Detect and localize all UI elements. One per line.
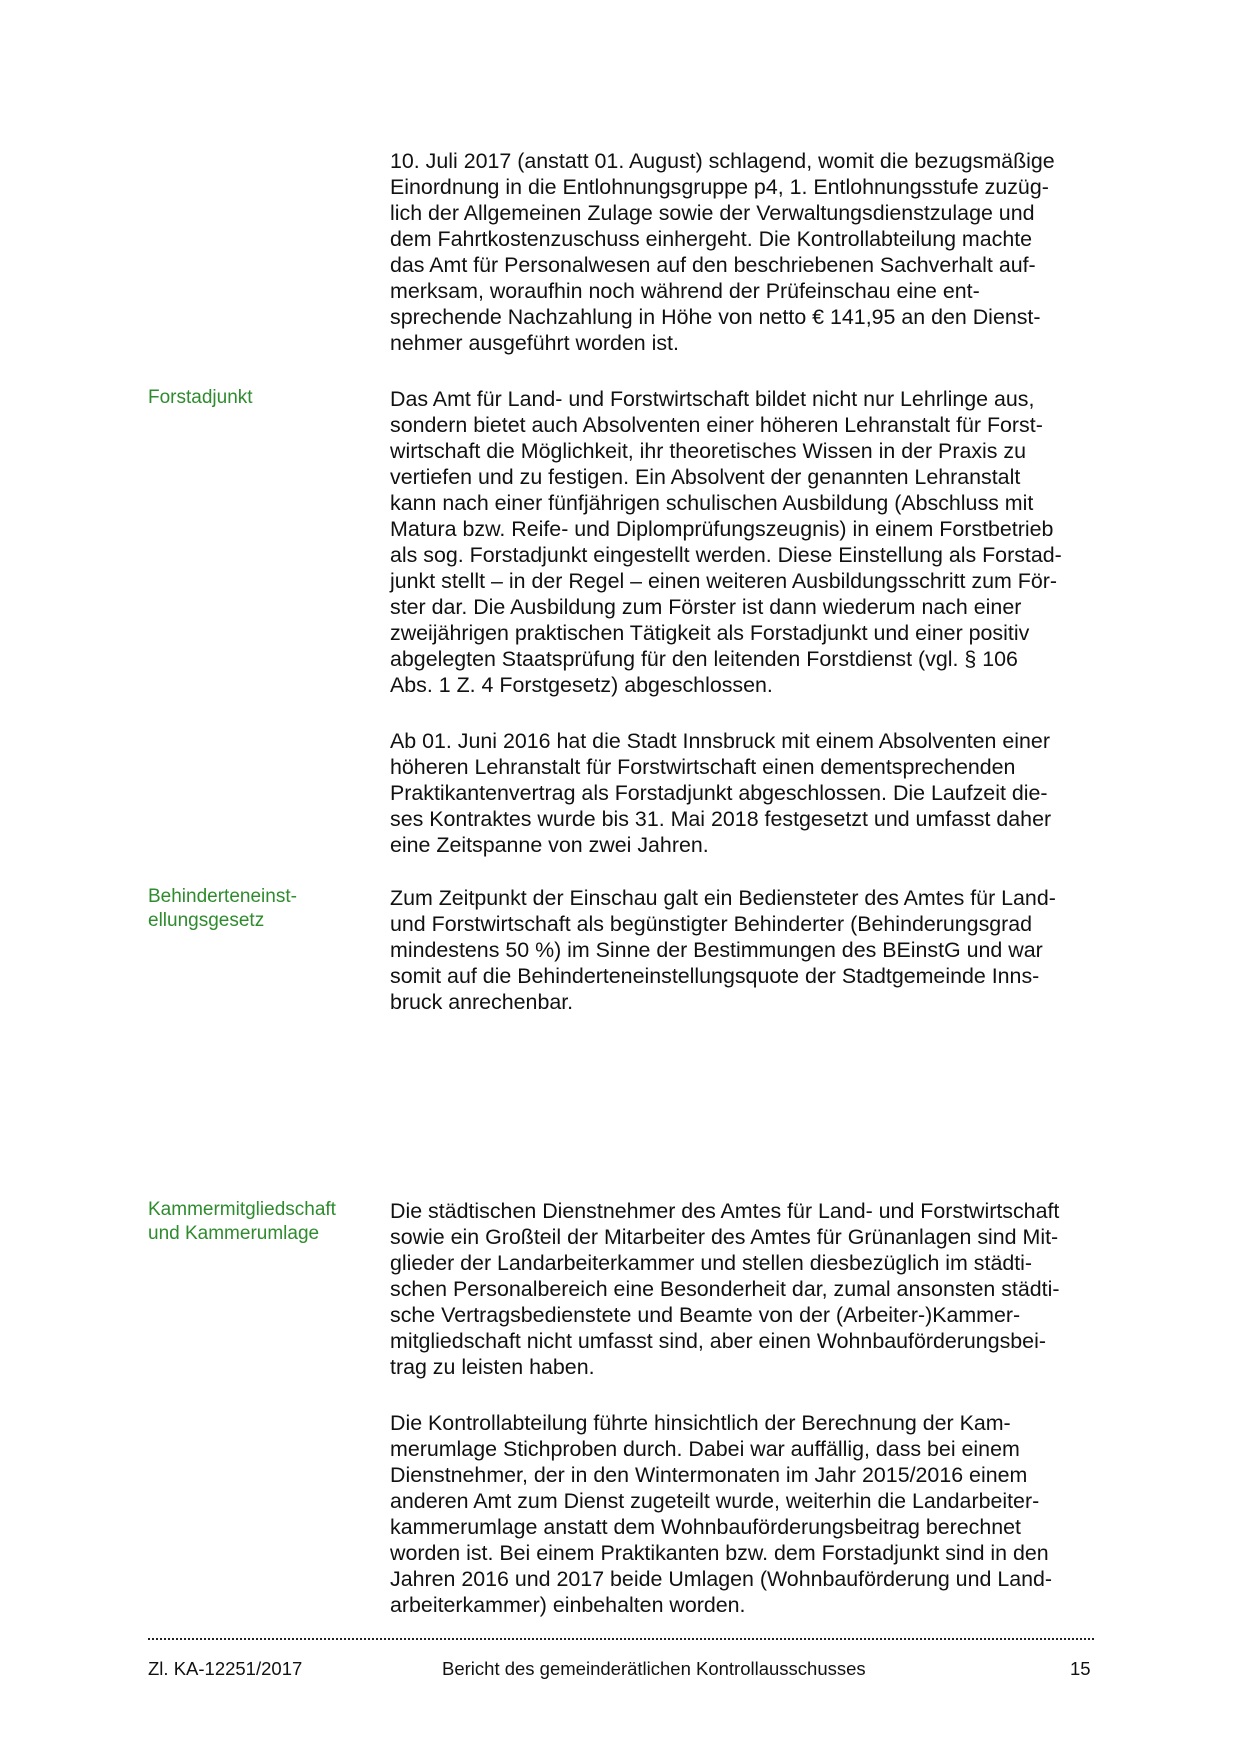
text-line: kann nach einer fünfjährigen schulischen Ausbildung (Abschluss mit (390, 491, 1034, 515)
text-line: somit auf die Behinderteneinstellungsquote der Stadtgemeinde Inns- (390, 964, 1040, 988)
paragraph-forstadjunkt (390, 386, 1118, 698)
sidenote-kammermitgliedschaft (148, 1198, 368, 1246)
text-line: eine Zeitspanne von zwei Jahren. (390, 833, 709, 857)
text-line: ses Kontraktes wurde bis 31. Mai 2018 festgesetzt und umfasst daher (390, 807, 1052, 831)
text-line: sche Vertragsbedienstete und Beamte von der (Arbeiter-)Kammer- (390, 1303, 1021, 1327)
sidenote-label: Behinderteneinst- ellungsgesetz (148, 886, 297, 931)
text-line: wirtschaft die Möglichkeit, ihr theoretisches Wissen in der Praxis zu (390, 439, 1027, 463)
text-line: anderen Amt zum Dienst zugeteilt wurde, weiterhin die Landarbeiter- (390, 1489, 1040, 1513)
text-line: trag zu leisten haben. (390, 1355, 595, 1379)
text-line: Dienstnehmer, der in den Wintermonaten im Jahr 2015/2016 einem (390, 1463, 1028, 1487)
text-line: das Amt für Personalwesen auf den beschriebenen Sachverhalt auf- (390, 253, 1036, 277)
text-line: kammerumlage anstatt dem Wohnbauförderungsbeitrag berechnet (390, 1515, 1021, 1539)
text-line: Zum Zeitpunkt der Einschau galt ein Bediensteter des Amtes für Land- (390, 886, 1056, 910)
text-line: ster dar. Die Ausbildung zum Förster ist dann wiederum nach einer (390, 595, 1022, 619)
footer-reference: Zl. KA-12251/2017 (148, 1658, 303, 1679)
text-line: höheren Lehranstalt für Forstwirtschaft einen dementsprechenden (390, 755, 1016, 779)
text-line: Die städtischen Dienstnehmer des Amtes für Land- und Forstwirtschaft (390, 1199, 1060, 1223)
text-line: vertiefen und zu festigen. Ein Absolvent der genannten Lehranstalt (390, 465, 1021, 489)
text-line: Einordnung in die Entlohnungsgruppe p4, 1. Entlohnungsstufe zuzüg- (390, 175, 1049, 199)
text-line: Matura bzw. Reife- und Diplomprüfungszeugnis) in einem Forstbetrieb (390, 517, 1054, 541)
text-line: 10. Juli 2017 (anstatt 01. August) schlagend, womit die bezugsmäßige (390, 149, 1055, 173)
paragraph-kammerumlage (390, 1410, 1118, 1618)
text-line: als sog. Forstadjunkt eingestellt werden. Diese Einstellung als Forstad- (390, 543, 1062, 567)
text-line: zweijährigen praktischen Tätigkeit als Forstadjunkt und einer positiv (390, 621, 1030, 645)
text-line: Praktikantenvertrag als Forstadjunkt abgeschlossen. Die Laufzeit die- (390, 781, 1048, 805)
text-line: und Forstwirtschaft als begünstigter Behinderter (Behinderungsgrad (390, 912, 1033, 936)
text-line: nehmer ausgeführt worden ist. (390, 331, 679, 355)
sidenote-forstadjunkt (148, 386, 368, 410)
paragraph-praktikantenvertrag (390, 728, 1118, 858)
text-line: bruck anrechenbar. (390, 990, 574, 1014)
text-line: schen Personalbereich eine Besonderheit dar, zumal ansonsten städti- (390, 1277, 1060, 1301)
text-line: abgelegten Staatsprüfung für den leitenden Forstdienst (vgl. § 106 (390, 647, 1018, 671)
text-line: merksam, woraufhin noch während der Prüfeinschau eine ent- (390, 279, 980, 303)
text-line: mindestens 50 %) im Sinne der Bestimmungen des BEinstG und war (390, 938, 1043, 962)
text-line: dem Fahrtkostenzuschuss einhergeht. Die Kontrollabteilung machte (390, 227, 1033, 251)
sidenote-behinderteneinstellungsgesetz (148, 885, 368, 933)
text-line: arbeiterkammer) einbehalten worden. (390, 1593, 746, 1617)
text-line: junkt stellt – in der Regel – einen weiteren Ausbildungsschritt zum För- (390, 569, 1058, 593)
text-line: worden ist. Bei einem Praktikanten bzw. dem Forstadjunkt sind in den (390, 1541, 1049, 1565)
text-line: merumlage Stichproben durch. Dabei war auffällig, dass bei einem (390, 1437, 1020, 1461)
paragraph-beinstg (390, 885, 1118, 1015)
footer-title: Bericht des gemeinderätlichen Kontrollausschusses (442, 1658, 866, 1679)
footer-divider (148, 1634, 1094, 1640)
paragraph-kammermitgliedschaft (390, 1198, 1118, 1380)
text-line: lich der Allgemeinen Zulage sowie der Verwaltungsdienstzulage und (390, 201, 1035, 225)
text-line: Jahren 2016 und 2017 beide Umlagen (Wohnbauförderung und Land- (390, 1567, 1053, 1591)
sidenote-label: und Kammerumlage (148, 1223, 320, 1244)
text-line: sowie ein Großteil der Mitarbeiter des Amtes für Grünanlagen sind Mit- (390, 1225, 1059, 1249)
page-number: 15 (1070, 1658, 1091, 1679)
paragraph-nachzahlung (390, 148, 1118, 356)
text-line: Das Amt für Land- und Forstwirtschaft bildet nicht nur Lehrlinge aus, (390, 387, 1035, 411)
text-line: glieder der Landarbeiterkammer und stellen diesbezüglich im städti- (390, 1251, 1033, 1275)
text-line: Abs. 1 Z. 4 Forstgesetz) abgeschlossen. (390, 673, 773, 697)
sidenote-label: Forstadjunkt (148, 387, 253, 408)
sidenote-label: Kammermitgliedschaft (148, 1199, 336, 1220)
text-line: Die Kontrollabteilung führte hinsichtlich der Berechnung der Kam- (390, 1411, 1011, 1435)
text-line: Ab 01. Juni 2016 hat die Stadt Innsbruck mit einem Absolventen einer (390, 729, 1050, 753)
text-line: sondern bietet auch Absolventen einer höheren Lehranstalt für Forst- (390, 413, 1043, 437)
text-line: mitgliedschaft nicht umfasst sind, aber einen Wohnbauförderungsbei- (390, 1329, 1046, 1353)
text-line: sprechende Nachzahlung in Höhe von netto € 141,95 an den Dienst- (390, 305, 1041, 329)
